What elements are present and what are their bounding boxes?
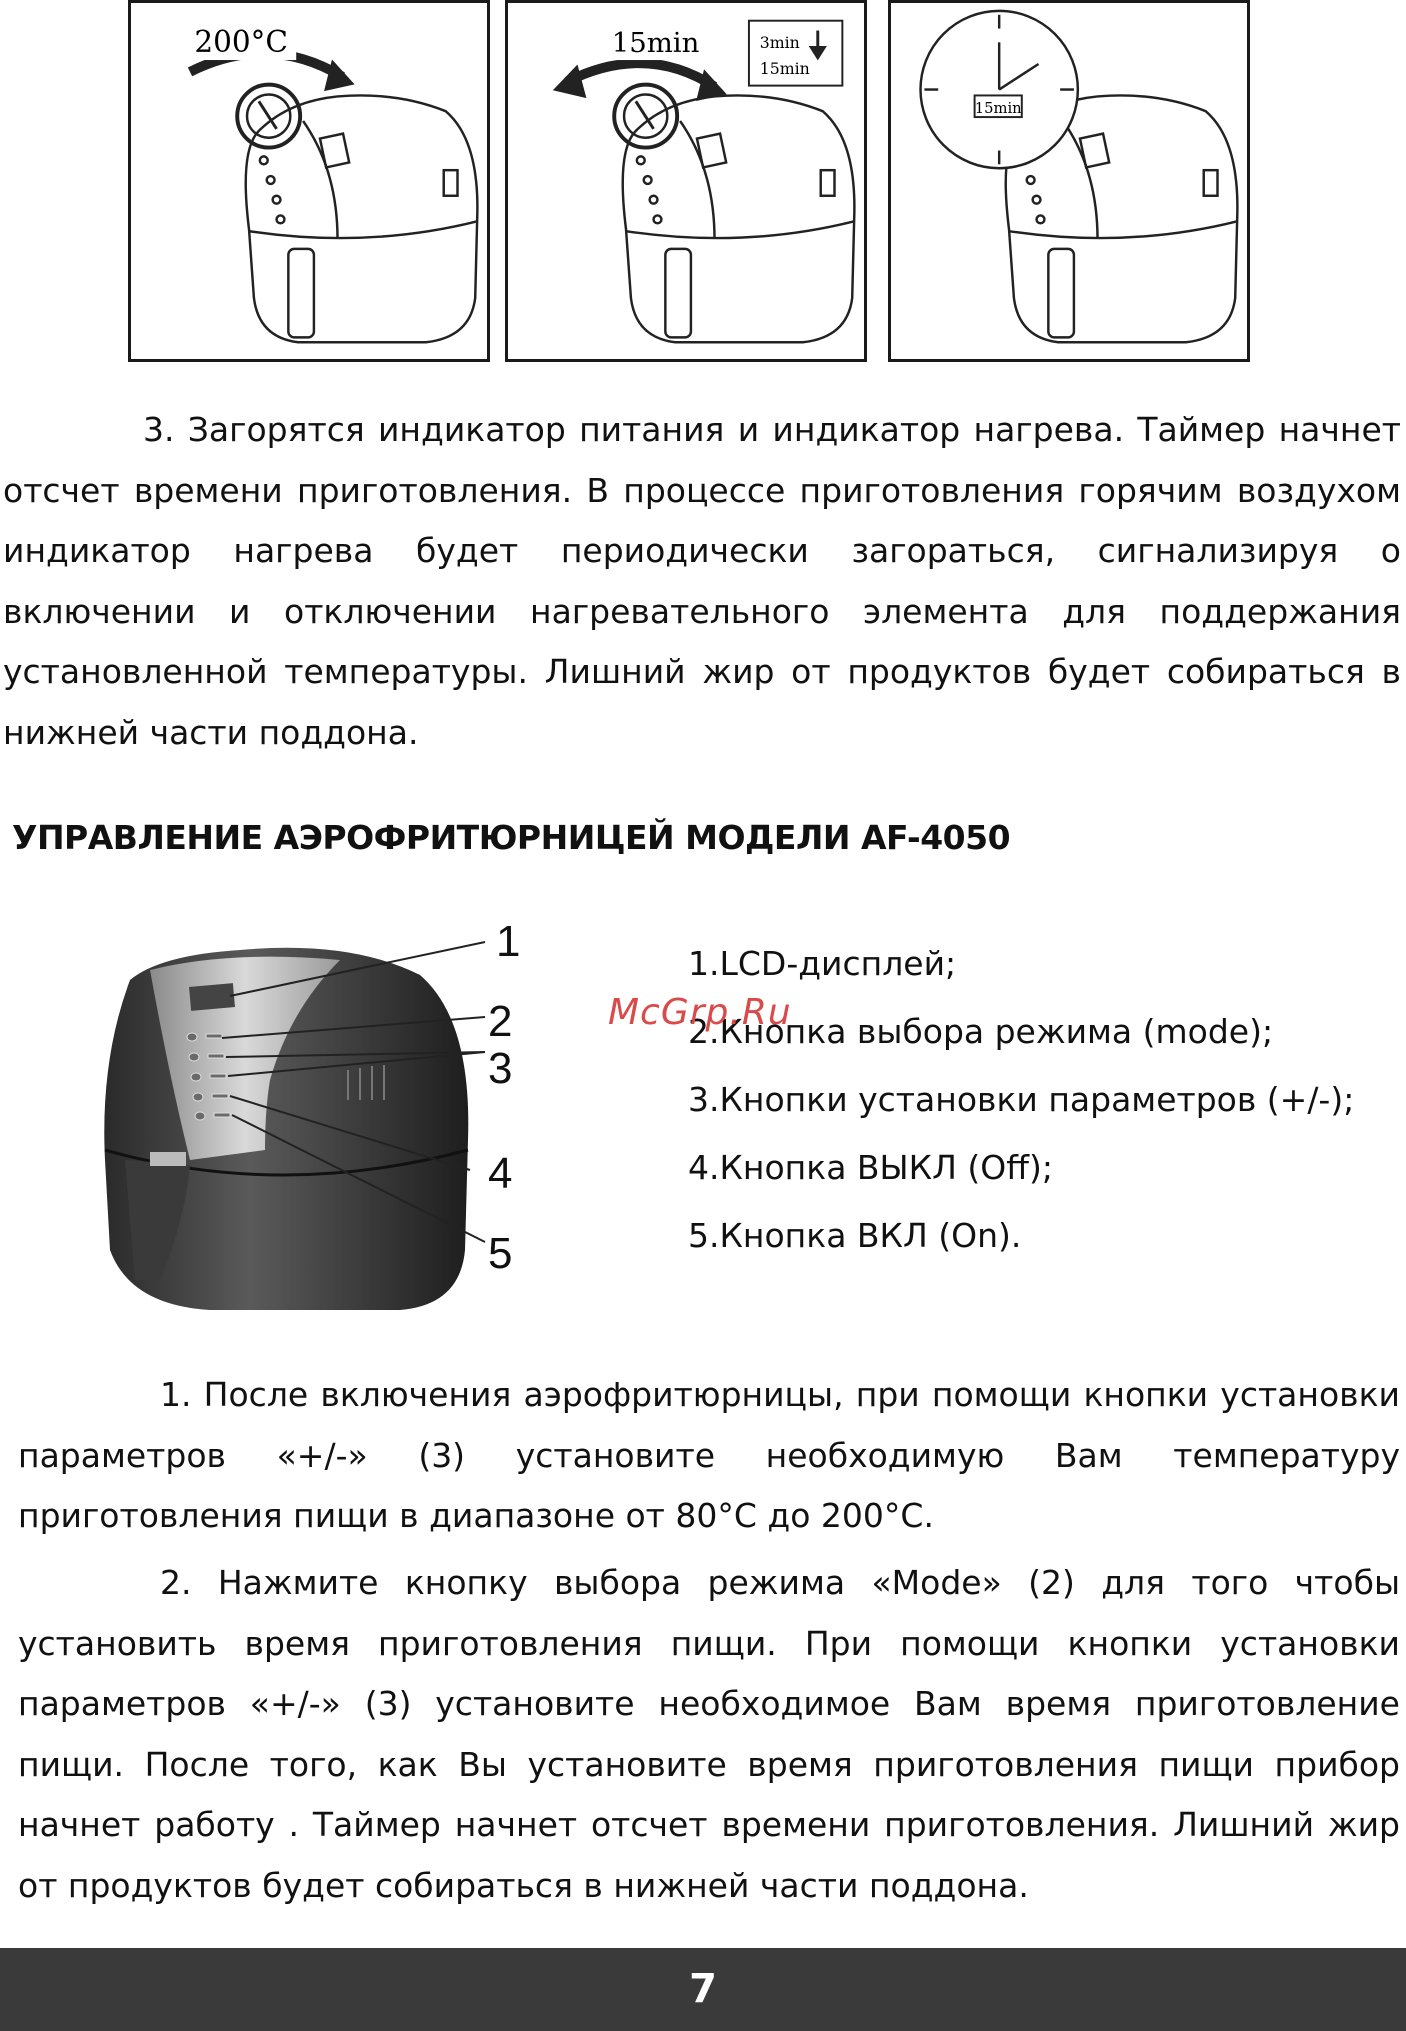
timer-label: 15min — [611, 27, 700, 60]
watermark: McGrp.Ru — [608, 992, 792, 1033]
callout-5: 5 — [488, 1229, 513, 1278]
paragraph-indicators — [3, 400, 1401, 763]
clock-display-label: 15min — [974, 100, 1022, 118]
figure-panel-temperature — [128, 0, 490, 362]
figure-panel-timer-set — [505, 0, 867, 362]
air-fryer-drawing — [891, 3, 1247, 359]
legend-item-lcd: 1.LCD-дисплей; — [688, 944, 957, 983]
paragraph-mode-text: 2. Нажмите кнопку выбора режима «Mode» (2) для того чтобы установить время приготовления пищи. При помощи кнопки установки параметров «+/-» (3) установите необходимое Вам время приготовление пищи. После того, как Вы установите время приготовления пищи прибор начнет работу . Таймер начнет отсчет времени приготовления. Лишний жир от продуктов будет собираться в нижней части поддона. — [18, 1563, 1400, 1905]
paragraph-temperature-text: 1. После включения аэрофритюрницы, при помощи кнопки установки параметров «+/-» (3) установите необходимую Вам температуру приготовления пищи в диапазоне от 80°С до 200°С. — [18, 1375, 1400, 1535]
timer-box-line2: 15min — [759, 58, 810, 78]
legend-item-params: 3.Кнопки установки параметров (+/-); — [688, 1080, 1355, 1119]
air-fryer-drawing — [131, 3, 487, 359]
paragraph-indicators-text: 3. Загорятся индикатор питания и индикатор нагрева. Таймер начнет отсчет времени приготовления. В процессе приготовления горячим воздухом индикатор нагрева будет периодически загораться, сигнализируя о включении и отключении нагревательного элемента для поддержания установленной температуры. Лишний жир от продуктов будет собираться в нижней части поддона. — [3, 410, 1401, 752]
figure-panel-clock — [888, 0, 1250, 362]
air-fryer-drawing — [508, 3, 864, 359]
controls-legend — [688, 930, 1354, 1270]
paragraph-temperature — [18, 1365, 1400, 1547]
callout-1: 1 — [496, 917, 521, 966]
timer-box-line1: 3min — [759, 33, 800, 53]
callout-4: 4 — [488, 1149, 513, 1198]
callout-2: 2 — [488, 997, 513, 1046]
page-number: 7 — [689, 1966, 717, 2012]
page-footer — [0, 1948, 1406, 2031]
legend-item-off: 4.Кнопка ВЫКЛ (Off); — [688, 1148, 1053, 1187]
paragraph-mode — [18, 1553, 1400, 1916]
legend-item-mode: 2.Кнопка выбора режима (mode); — [688, 1012, 1274, 1051]
legend-item-on: 5.Кнопка ВКЛ (On). — [688, 1216, 1022, 1255]
temperature-label: 200°C — [194, 25, 288, 60]
section-heading: УПРАВЛЕНИЕ АЭРОФРИТЮРНИЦЕЙ МОДЕЛИ AF-4050 — [12, 818, 1011, 857]
callout-3: 3 — [488, 1044, 513, 1093]
